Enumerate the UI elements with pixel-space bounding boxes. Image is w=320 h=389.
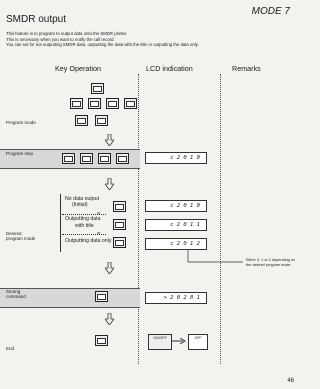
intro-text xyxy=(6,31,298,48)
lcd-step: c 2 0 1 0 xyxy=(145,152,207,164)
option-initial: (Initial) xyxy=(72,202,88,208)
lcd-option-1: c 2 0 1 1 xyxy=(145,219,207,231)
step-key-1[interactable] xyxy=(62,153,75,164)
key-a[interactable] xyxy=(70,98,83,109)
step-key-3[interactable] xyxy=(98,153,111,164)
step-key-2[interactable] xyxy=(80,153,93,164)
row-label-program-step: Program step xyxy=(6,151,34,156)
divider xyxy=(220,74,221,364)
key-d[interactable] xyxy=(124,98,137,109)
key-f[interactable] xyxy=(95,115,108,126)
option-no-data: No data output xyxy=(65,196,100,202)
option-data-only: Outputting data only xyxy=(65,238,112,244)
or-label: or xyxy=(97,210,101,215)
intro-line: You can set for not outputting SMDR data, outputting the data with the title or outputting the data only. xyxy=(6,42,199,48)
key-2[interactable] xyxy=(113,237,126,248)
down-arrow-icon xyxy=(105,262,114,274)
on-off-label: ON/OFF xyxy=(153,336,167,340)
row-label-end: End xyxy=(6,346,15,351)
off-label: OFF xyxy=(194,336,202,340)
program-key[interactable] xyxy=(91,83,104,94)
divider xyxy=(138,74,139,364)
right-arrow-icon xyxy=(172,338,186,344)
page-number: 46 xyxy=(287,378,294,384)
key-0[interactable] xyxy=(113,201,126,212)
mode-label: MODE 7 xyxy=(251,6,290,17)
row-label-desired-mode: Desired program mode xyxy=(6,231,36,241)
step-key-4[interactable] xyxy=(116,153,129,164)
lcd-option-2: c 2 0 1 2 xyxy=(145,238,207,250)
row-label-program-mode: Program mode xyxy=(6,120,36,125)
down-arrow-icon xyxy=(105,178,114,190)
remark-note: Either 0, 1 or 2 depending on the desired program mode xyxy=(246,258,295,267)
key-b[interactable] xyxy=(88,98,101,109)
page-title: SMDR output xyxy=(6,14,67,25)
key-c[interactable] xyxy=(106,98,119,109)
option-with-title-b: with title xyxy=(75,223,94,229)
end-key[interactable] xyxy=(95,335,108,346)
header-key-operation: Key Operation xyxy=(55,64,101,73)
key-1[interactable] xyxy=(113,219,126,230)
key-e[interactable] xyxy=(75,115,88,126)
lcd-store: > 2 0 2 8 1 xyxy=(145,292,207,304)
header-lcd: LCD indication xyxy=(146,64,193,73)
lcd-option-0: c 2 0 1 0 xyxy=(145,200,207,212)
down-arrow-icon xyxy=(105,134,114,146)
header-remarks: Remarks xyxy=(232,64,261,73)
store-key[interactable] xyxy=(95,291,108,302)
row-label-storing: Storing command xyxy=(6,289,26,299)
or-label: or xyxy=(97,230,101,235)
remark-leader xyxy=(185,250,245,266)
option-with-title-a: Outputting data xyxy=(65,216,101,222)
on-off-switch[interactable] xyxy=(148,334,172,350)
intro-line: This is necessary when you want to notify the call record. xyxy=(6,36,115,42)
down-arrow-icon xyxy=(105,313,114,325)
off-switch[interactable] xyxy=(188,334,208,350)
intro-line: This feature is to program to output data onto the SMDR printer. xyxy=(6,31,128,36)
